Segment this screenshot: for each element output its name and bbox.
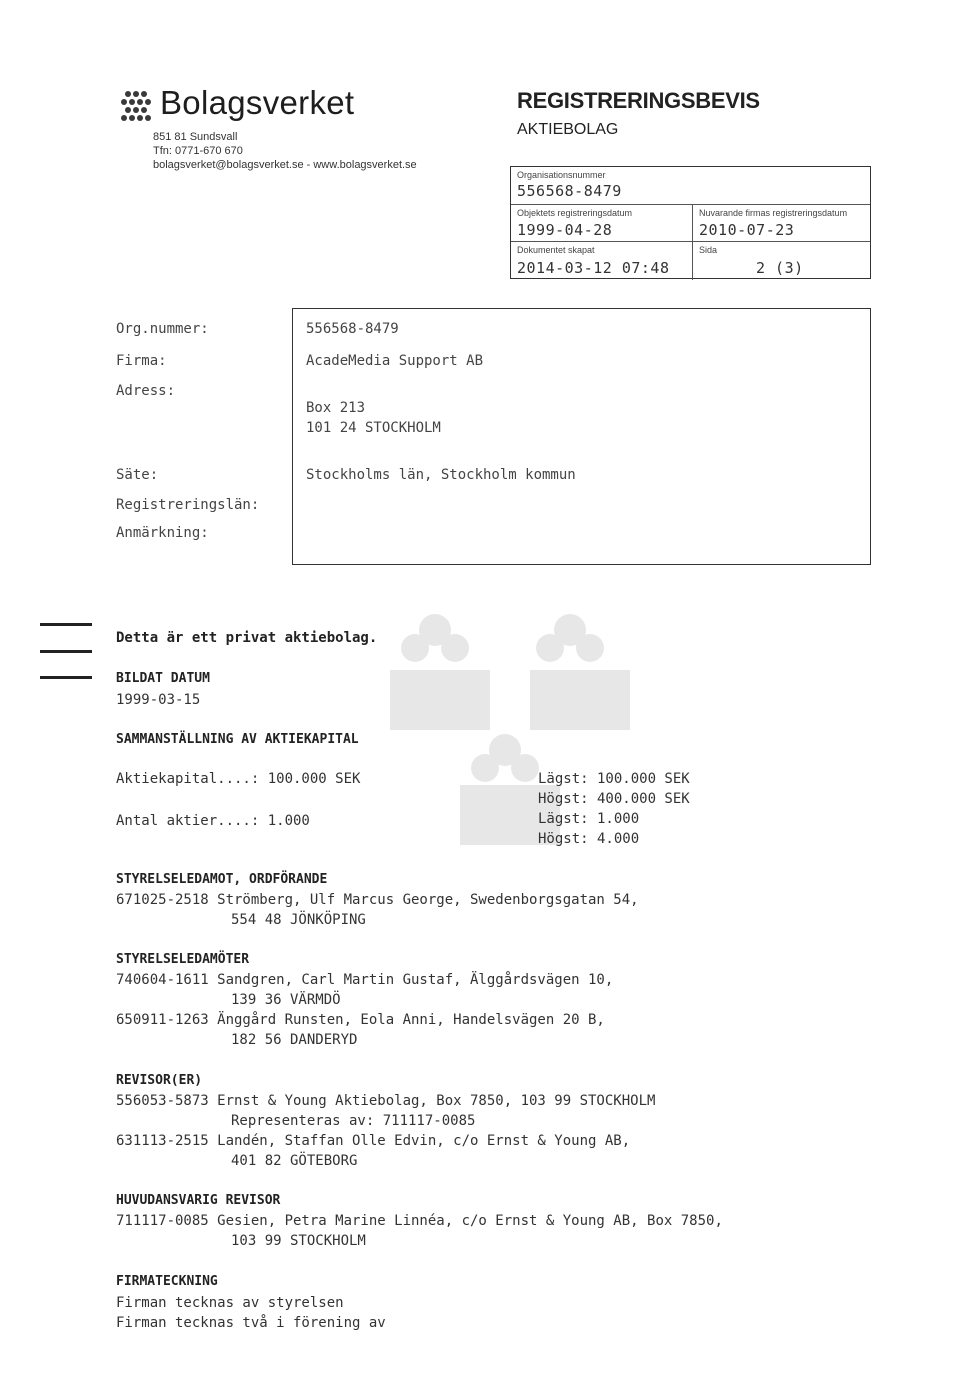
ledamot1-line2: 139 36 VÄRMDÖ [231,992,341,1008]
firma-value: AcadeMedia Support AB [306,353,484,369]
divider [511,241,870,242]
adress-line1: Box 213 [306,400,366,416]
firma-label: Firma: [116,353,167,369]
org-nr-value: 556568-8479 [517,182,622,200]
adress-line2: 101 24 STOCKHOLM [306,420,441,436]
hogst-aktier: Högst: 4.000 [538,831,640,847]
ledamot2-line2: 182 56 DANDERYD [231,1032,358,1048]
registration-info-box [510,166,871,279]
company-fields-frame [292,308,871,565]
ordforande-line1: 671025-2518 Strömberg, Ulf Marcus George, Swedenborgsgatan 54, [116,892,639,908]
ordforande-line2: 554 48 JÖNKÖPING [231,912,366,928]
divider [692,204,693,280]
margin-mark [40,650,92,653]
sender-phone: Tfn: 0771-670 670 [153,145,243,157]
antal-aktier-row: Antal aktier....: 1.000 [116,813,310,829]
ledamot1-line1: 740604-1611 Sandgren, Carl Martin Gustaf, Älggårdsvägen 10, [116,972,614,988]
created-label: Dokumentet skapat [517,245,595,255]
huvudansvarig-line1: 711117-0085 Gesien, Petra Marine Linnéa, c/o Ernst & Young AB, Box 7850, [116,1213,723,1229]
revisor1-line1: 556053-5873 Ernst & Young Aktiebolag, Box 7850, 103 99 STOCKHOLM [116,1093,656,1109]
org-number-value: 556568-8479 [306,321,399,337]
private-company-statement: Detta är ett privat aktiebolag. [116,630,378,646]
firmateckning-line1: Firman tecknas av styrelsen [116,1295,344,1311]
org-nr-label: Organisationsnummer [517,170,606,180]
registreringslan-label: Registreringslän: [116,497,260,513]
lagst-kapital: Lägst: 100.000 SEK [538,771,690,787]
firmateckning-line2: Firman tecknas två i förening av [116,1315,386,1331]
page-label: Sida [699,245,718,255]
aktiekapital-row: Aktiekapital....: 100.000 SEK [116,771,361,787]
sate-value: Stockholms län, Stockholm kommun [306,467,576,483]
current-name-date-value: 2010-07-23 [699,221,795,239]
org-number-label: Org.nummer: [116,321,209,337]
bildat-date: 1999-03-15 [116,692,201,708]
aktiekapital-heading: SAMMANSTÄLLNING AV AKTIEKAPITAL [116,732,359,747]
object-date-label: Objektets registreringsdatum [517,208,633,218]
sender-web: bolagsverket@bolagsverket.se - www.bolagsverket.se [153,159,417,171]
huvudansvarig-line2: 103 99 STOCKHOLM [231,1233,366,1249]
document-title: REGISTRERINGSBEVIS [517,88,760,113]
anmarkning-label: Anmärkning: [116,525,209,541]
sate-label: Säte: [116,467,159,483]
sender-postal-address: 851 81 Sundsvall [153,131,238,143]
huvudansvarig-heading: HUVUDANSVARIG REVISOR [116,1193,281,1208]
bolagsverket-logo-icon [118,88,154,126]
current-name-date-label: Nuvarande firmas registreringsdatum [699,208,848,218]
ledamoter-heading: STYRELSELEDAMÖTER [116,952,250,967]
revisor2-line2: 401 82 GÖTEBORG [231,1153,358,1169]
document-subtitle: AKTIEBOLAG [517,121,619,138]
bolagsverket-logo-text: Bolagsverket [160,84,355,121]
lagst-aktier: Lägst: 1.000 [538,811,640,827]
object-date-value: 1999-04-28 [517,221,613,239]
ordforande-heading: STYRELSELEDAMOT, ORDFÖRANDE [116,872,328,887]
ledamot2-line1: 650911-1263 Änggård Runsten, Eola Anni, Handelsvägen 20 B, [116,1012,605,1028]
bildat-heading: BILDAT DATUM [116,671,210,686]
margin-mark [40,623,92,626]
divider [511,204,870,205]
revisor1-line2: Representeras av: 711117-0085 [231,1113,476,1129]
created-value: 2014-03-12 07:48 [517,259,670,277]
firmateckning-heading: FIRMATECKNING [116,1274,218,1289]
revisor2-line1: 631113-2515 Landén, Staffan Olle Edvin, c/o Ernst & Young AB, [116,1133,631,1149]
margin-mark [40,676,92,679]
adress-label: Adress: [116,383,176,399]
revisor-heading: REVISOR(ER) [116,1073,203,1088]
hogst-kapital: Högst: 400.000 SEK [538,791,690,807]
page-value: 2 (3) [756,259,804,277]
